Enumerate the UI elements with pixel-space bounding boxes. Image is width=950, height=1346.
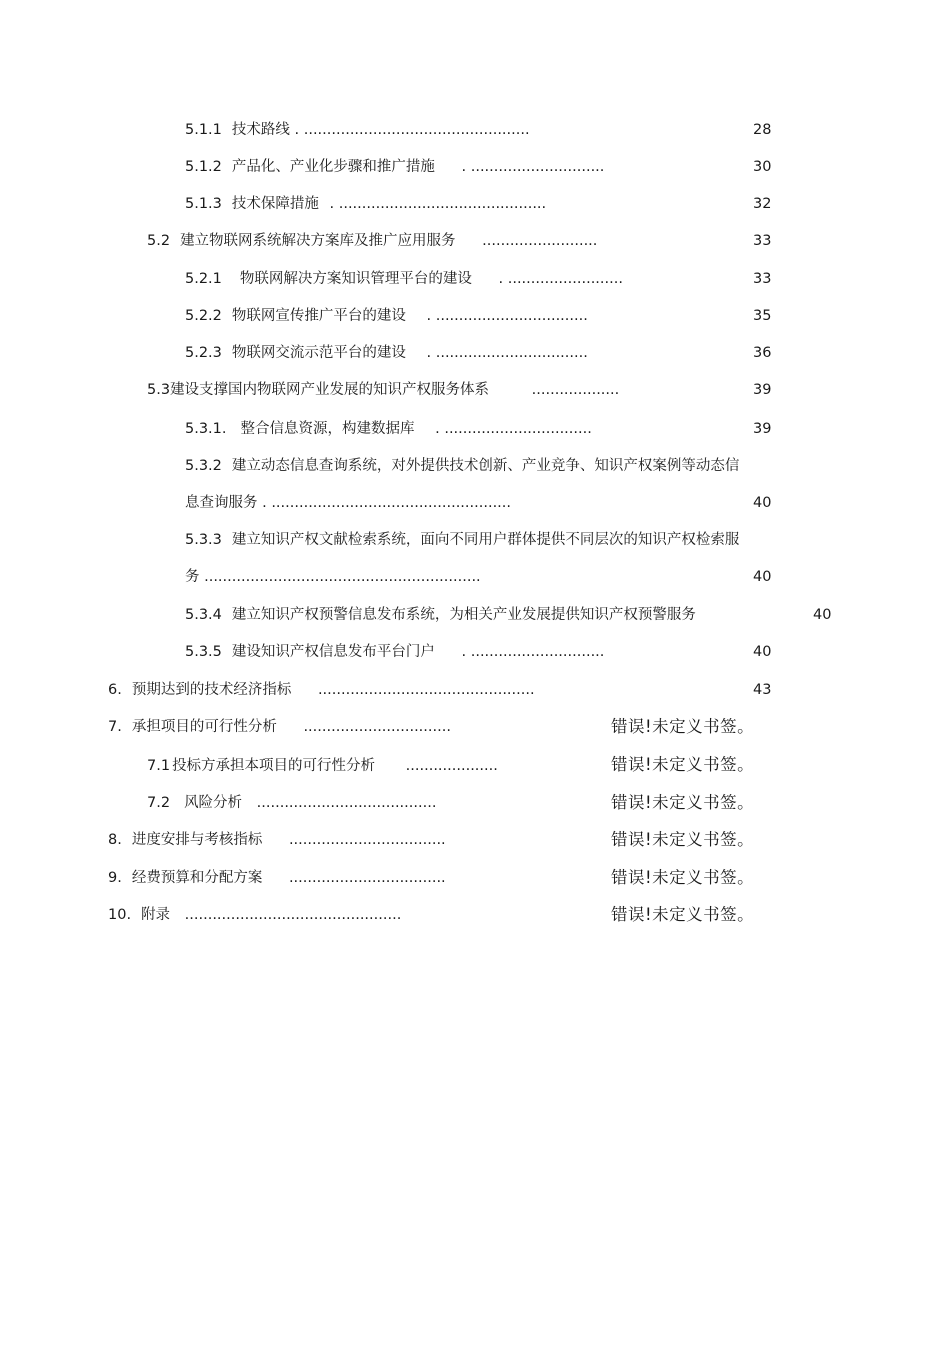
toc-number: 5.2 bbox=[147, 233, 171, 249]
toc-number: 5.1.1 bbox=[185, 122, 222, 138]
toc-entry-8[interactable] bbox=[108, 830, 446, 850]
toc-leader: ............................................... bbox=[180, 907, 402, 923]
toc-leader: ................................ bbox=[298, 719, 451, 735]
toc-number: 5.3.3 bbox=[185, 532, 222, 548]
toc-number: 6. bbox=[108, 682, 122, 698]
toc-entry-10[interactable] bbox=[108, 905, 401, 925]
toc-page-reference-error: 错误!未定义书签。 bbox=[611, 717, 755, 736]
toc-number: 5.3.1. bbox=[185, 421, 227, 437]
toc-title: 建设支撑国内物联网产业发展的知识产权服务体系 bbox=[170, 382, 490, 398]
toc-entry-5-3[interactable] bbox=[147, 380, 619, 400]
toc-title: 建立知识产权预警信息发布系统，为相关产业发展提供知识产权预警服务 bbox=[231, 607, 696, 623]
toc-page-number: 40 bbox=[753, 569, 772, 585]
toc-leader: . .................................................... bbox=[257, 495, 512, 511]
toc-title: 附录 bbox=[141, 907, 171, 923]
toc-title: 建立知识产权文献检索系统，面向不同用户群体提供不同层次的知识产权检索服 bbox=[231, 532, 740, 548]
toc-title: 建立动态信息查询系统，对外提供技术创新、产业竞争、知识产权案例等动态信 bbox=[231, 458, 740, 474]
toc-title: 物联网解决方案知识管理平台的建设 bbox=[239, 271, 472, 287]
toc-page-number: 32 bbox=[753, 196, 772, 212]
toc-page-number: 39 bbox=[753, 382, 772, 398]
toc-page-number: 40 bbox=[813, 607, 832, 623]
toc-number: 9. bbox=[108, 870, 122, 886]
toc-number: 5.2.3 bbox=[185, 345, 222, 361]
toc-title: 技术路线 bbox=[231, 122, 290, 138]
toc-page-number: 43 bbox=[753, 682, 772, 698]
toc-leader: . ............................. bbox=[456, 644, 605, 660]
toc-entry-5-2-3[interactable] bbox=[185, 343, 588, 363]
toc-leader: ............................................... bbox=[313, 682, 535, 698]
toc-leader: . ............................. bbox=[456, 159, 605, 175]
toc-number: 5.1.3 bbox=[185, 196, 222, 212]
toc-page-number: 28 bbox=[753, 122, 772, 138]
toc-title-continued: 务 bbox=[185, 569, 200, 585]
toc-number: 5.1.2 bbox=[185, 159, 222, 175]
toc-number: 8. bbox=[108, 832, 122, 848]
toc-leader: . ................................. bbox=[421, 345, 588, 361]
toc-title: 产品化、产业化步骤和推广措施 bbox=[231, 159, 435, 175]
toc-page-number: 36 bbox=[753, 345, 772, 361]
toc-number: 5.2.2 bbox=[185, 308, 222, 324]
toc-leader: ................... bbox=[527, 382, 620, 398]
toc-number: 7. bbox=[108, 719, 122, 735]
toc-entry-5-1-1[interactable] bbox=[185, 120, 530, 140]
toc-title: 经费预算和分配方案 bbox=[131, 870, 263, 886]
toc-entry-7-2[interactable] bbox=[147, 793, 436, 813]
toc-page-number: 33 bbox=[753, 233, 772, 249]
toc-leader: . ......................... bbox=[493, 271, 623, 287]
toc-title: 物联网交流示范平台的建设 bbox=[231, 345, 406, 361]
toc-leader: .................................. bbox=[284, 870, 446, 886]
toc-number: 5.3.4 bbox=[185, 607, 222, 623]
toc-entry-5-3-2[interactable] bbox=[185, 456, 739, 476]
toc-title: 承担项目的可行性分析 bbox=[131, 719, 277, 735]
toc-page-number: 39 bbox=[753, 421, 772, 437]
toc-title: 建立物联网系统解决方案库及推广应用服务 bbox=[180, 233, 456, 249]
toc-page-reference-error: 错误!未定义书签。 bbox=[611, 905, 755, 924]
toc-page-number: 40 bbox=[753, 495, 772, 511]
toc-title: 进度安排与考核指标 bbox=[131, 832, 263, 848]
toc-title: 建设知识产权信息发布平台门户 bbox=[231, 644, 435, 660]
toc-page-number: 35 bbox=[753, 308, 772, 324]
toc-title: 风险分析 bbox=[184, 795, 243, 811]
toc-entry-5-3-4[interactable] bbox=[185, 605, 696, 625]
toc-leader: . ................................ bbox=[430, 421, 592, 437]
toc-leader: . ............................................. bbox=[324, 196, 547, 212]
toc-page-reference-error: 错误!未定义书签。 bbox=[611, 868, 755, 887]
toc-entry-5-2-2[interactable] bbox=[185, 306, 588, 326]
toc-title: 物联网宣传推广平台的建设 bbox=[231, 308, 406, 324]
toc-entry-5-1-2[interactable] bbox=[185, 157, 604, 177]
toc-title: 预期达到的技术经济指标 bbox=[131, 682, 292, 698]
toc-entry-6[interactable] bbox=[108, 680, 535, 700]
toc-page-reference-error: 错误!未定义书签。 bbox=[611, 830, 755, 849]
toc-entry-5-3-2-continued[interactable] bbox=[185, 493, 511, 513]
toc-entry-7[interactable] bbox=[108, 717, 451, 737]
toc-page-number: 33 bbox=[753, 271, 772, 287]
toc-number: 5.2.1 bbox=[185, 271, 222, 287]
toc-number: 10. bbox=[108, 907, 132, 923]
toc-title: 投标方承担本项目的可行性分析 bbox=[172, 758, 376, 774]
toc-number: 7.1 bbox=[147, 758, 171, 774]
toc-leader: ............................................................ bbox=[199, 569, 481, 585]
toc-number: 5.3.5 bbox=[185, 644, 222, 660]
toc-leader: .................... bbox=[401, 758, 498, 774]
toc-page-number: 40 bbox=[753, 644, 772, 660]
toc-leader: . ................................................. bbox=[289, 122, 530, 138]
toc-title-continued: 息查询服务 bbox=[185, 495, 258, 511]
toc-title: 技术保障措施 bbox=[231, 196, 319, 212]
toc-entry-5-3-1[interactable] bbox=[185, 419, 592, 439]
toc-number: 7.2 bbox=[147, 795, 171, 811]
toc-leader: ....................................... bbox=[252, 795, 437, 811]
toc-entry-7-1[interactable] bbox=[147, 756, 498, 776]
toc-leader: . ................................. bbox=[421, 308, 588, 324]
toc-entry-5-2-1[interactable] bbox=[185, 269, 623, 289]
toc-entry-5-2[interactable] bbox=[147, 231, 597, 251]
toc-leader: .................................. bbox=[284, 832, 446, 848]
toc-entry-5-3-5[interactable] bbox=[185, 642, 604, 662]
toc-entry-5-1-3[interactable] bbox=[185, 194, 546, 214]
toc-entry-9[interactable] bbox=[108, 868, 446, 888]
toc-page-reference-error: 错误!未定义书签。 bbox=[611, 793, 755, 812]
toc-entry-5-3-3-continued[interactable] bbox=[185, 567, 481, 587]
toc-leader: ......................... bbox=[477, 233, 598, 249]
toc-title: 整合信息资源，构建数据库 bbox=[240, 421, 415, 437]
toc-page-reference-error: 错误!未定义书签。 bbox=[611, 755, 755, 774]
toc-number: 5.3 bbox=[147, 382, 171, 398]
toc-entry-5-3-3[interactable] bbox=[185, 530, 739, 550]
toc-page-number: 30 bbox=[753, 159, 772, 175]
toc-number: 5.3.2 bbox=[185, 458, 222, 474]
